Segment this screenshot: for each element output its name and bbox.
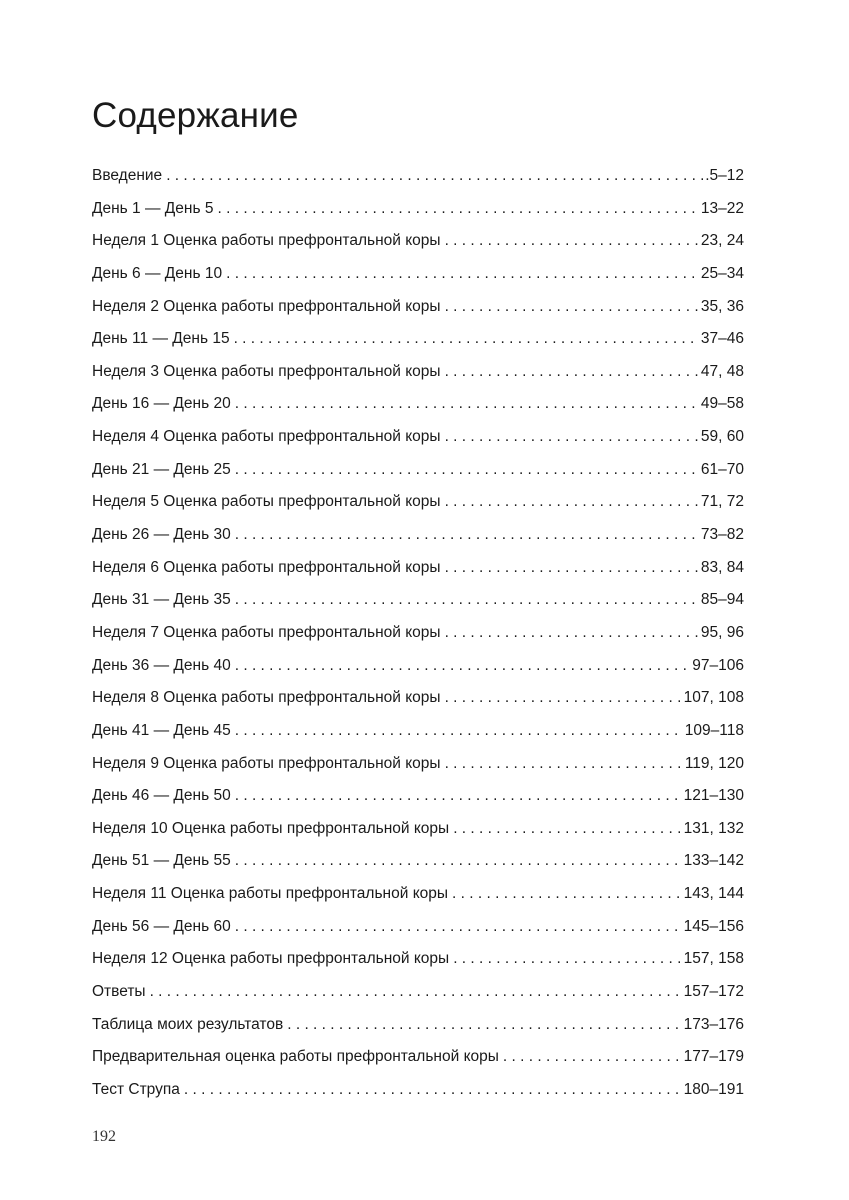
toc-entry-pages: 37–46 bbox=[700, 330, 744, 348]
toc-entry bbox=[92, 911, 744, 944]
toc-entry-label: Таблица моих результатов bbox=[92, 1015, 284, 1033]
toc-entry bbox=[92, 682, 744, 715]
toc-entry bbox=[92, 976, 744, 1009]
toc-entry-label: Неделя 12 Оценка работы префронтальной коры bbox=[92, 950, 450, 968]
dot-leader bbox=[235, 911, 682, 944]
dot-leader bbox=[445, 486, 699, 519]
toc-entry-label: День 26 — День 30 bbox=[92, 526, 231, 544]
toc-entry bbox=[92, 160, 744, 193]
toc-entry-pages: .5–12 bbox=[705, 167, 744, 184]
dot-leader bbox=[226, 258, 699, 291]
toc-entry-pages: 109–118 bbox=[684, 721, 744, 739]
dot-leader bbox=[235, 650, 691, 683]
toc-entry bbox=[92, 1009, 744, 1042]
toc-entry-pages: 157–172 bbox=[683, 983, 744, 1001]
dot-leader bbox=[235, 388, 699, 421]
toc-entry-pages: 97–106 bbox=[692, 656, 744, 674]
toc-entry bbox=[92, 454, 744, 487]
toc-entry-label: Введение bbox=[92, 167, 163, 184]
toc-entry-label: Неделя 2 Оценка работы префронтальной коры bbox=[92, 297, 441, 315]
toc-entry-pages: 47, 48 bbox=[700, 362, 744, 380]
dot-leader bbox=[287, 1009, 681, 1042]
toc-entry-pages: 157, 158 bbox=[683, 950, 744, 968]
toc-entry bbox=[92, 1041, 744, 1074]
toc-entry bbox=[92, 519, 744, 552]
page-number: 192 bbox=[92, 1128, 116, 1145]
dot-leader bbox=[234, 323, 699, 356]
toc-entry-pages: 133–142 bbox=[683, 852, 744, 870]
toc-entry-label: День 51 — День 55 bbox=[92, 852, 231, 870]
toc-entry bbox=[92, 780, 744, 813]
toc-entry-pages: 95, 96 bbox=[700, 623, 744, 641]
toc-entry bbox=[92, 323, 744, 356]
toc-entry-pages: 49–58 bbox=[700, 395, 744, 413]
toc-entry bbox=[92, 552, 744, 585]
toc-entry-label: День 56 — День 60 bbox=[92, 917, 231, 935]
toc-entry-pages: 180–191 bbox=[683, 1080, 744, 1098]
toc-entry-pages: 143, 144 bbox=[683, 885, 744, 903]
toc-entry-label: День 36 — День 40 bbox=[92, 656, 231, 674]
toc-entry-pages: 121–130 bbox=[683, 787, 744, 805]
toc-entry-pages: 35, 36 bbox=[700, 297, 744, 315]
toc-entry-label: День 6 — День 10 bbox=[92, 264, 223, 282]
toc-entry-pages: 131, 132 bbox=[683, 819, 744, 837]
toc-entry-label: День 21 — День 25 bbox=[92, 460, 231, 478]
toc-entry-label: Неделя 5 Оценка работы префронтальной коры bbox=[92, 493, 441, 511]
dot-leader bbox=[445, 421, 699, 454]
table-of-contents bbox=[92, 160, 744, 1107]
toc-entry-label: Неделя 3 Оценка работы префронтальной коры bbox=[92, 362, 441, 380]
dot-leader bbox=[445, 748, 683, 781]
toc-entry-label: Предварительная оценка работы префронтальной коры bbox=[92, 1048, 499, 1066]
toc-entry bbox=[92, 225, 744, 258]
toc-entry-pages: 173–176 bbox=[683, 1015, 744, 1033]
toc-entry-label: День 11 — День 15 bbox=[92, 330, 230, 348]
dot-leader bbox=[235, 519, 699, 552]
toc-entry bbox=[92, 356, 744, 389]
toc-entry bbox=[92, 388, 744, 421]
toc-entry bbox=[92, 617, 744, 650]
toc-entry-label: Неделя 1 Оценка работы префронтальной коры bbox=[92, 232, 441, 250]
dot-leader bbox=[166, 160, 703, 193]
toc-entry-label: День 41 — День 45 bbox=[92, 721, 231, 739]
toc-entry bbox=[92, 486, 744, 519]
toc-entry bbox=[92, 813, 744, 846]
dot-leader bbox=[235, 584, 699, 617]
toc-entry bbox=[92, 943, 744, 976]
toc-entry-pages: 73–82 bbox=[700, 526, 744, 544]
dot-leader bbox=[503, 1041, 682, 1074]
toc-entry-label: День 1 — День 5 bbox=[92, 199, 214, 217]
toc-entry bbox=[92, 845, 744, 878]
toc-entry-label: Ответы bbox=[92, 983, 146, 1001]
toc-entry-label: Неделя 8 Оценка работы префронтальной коры bbox=[92, 689, 441, 707]
toc-entry-pages: 25–34 bbox=[700, 264, 744, 282]
toc-entry-label: Неделя 6 Оценка работы префронтальной коры bbox=[92, 558, 441, 576]
toc-entry-label: Неделя 9 Оценка работы префронтальной коры bbox=[92, 754, 441, 772]
toc-entry-pages: 61–70 bbox=[700, 460, 744, 478]
toc-entry-pages: 145–156 bbox=[683, 917, 744, 935]
toc-entry-label: Тест Струпа bbox=[92, 1080, 180, 1098]
toc-entry-pages: 59, 60 bbox=[700, 428, 744, 446]
dot-leader bbox=[235, 780, 682, 813]
toc-entry bbox=[92, 258, 744, 291]
toc-entry bbox=[92, 715, 744, 748]
dot-leader bbox=[235, 715, 683, 748]
toc-entry-label: День 16 — День 20 bbox=[92, 395, 231, 413]
toc-entry-label: День 46 — День 50 bbox=[92, 787, 231, 805]
toc-entry-pages: 71, 72 bbox=[700, 493, 744, 511]
dot-leader bbox=[445, 682, 682, 715]
dot-leader bbox=[445, 617, 699, 650]
toc-entry-pages: 13–22 bbox=[700, 199, 744, 217]
toc-entry bbox=[92, 584, 744, 617]
dot-leader bbox=[453, 813, 681, 846]
toc-entry-pages: 119, 120 bbox=[684, 754, 744, 772]
page-title: Содержание bbox=[92, 96, 299, 135]
toc-entry bbox=[92, 650, 744, 683]
dot-leader bbox=[452, 878, 682, 911]
toc-entry-pages: 23, 24 bbox=[700, 232, 744, 250]
toc-entry bbox=[92, 748, 744, 781]
dot-leader bbox=[453, 943, 681, 976]
toc-entry-pages: 107, 108 bbox=[683, 689, 744, 707]
toc-entry-pages: 85–94 bbox=[700, 591, 744, 609]
dot-leader bbox=[150, 976, 682, 1009]
toc-entry-label: Неделя 4 Оценка работы префронтальной коры bbox=[92, 428, 441, 446]
toc-entry-label: Неделя 7 Оценка работы префронтальной коры bbox=[92, 623, 441, 641]
toc-entry bbox=[92, 291, 744, 324]
toc-entry-label: День 31 — День 35 bbox=[92, 591, 231, 609]
dot-leader bbox=[445, 552, 699, 585]
toc-entry bbox=[92, 193, 744, 226]
toc-entry-label: Неделя 11 Оценка работы префронтальной коры bbox=[92, 885, 449, 903]
dot-leader bbox=[445, 356, 699, 389]
toc-entry bbox=[92, 878, 744, 911]
toc-entry bbox=[92, 1074, 744, 1107]
dot-leader bbox=[445, 225, 699, 258]
toc-entry-pages: 177–179 bbox=[683, 1048, 744, 1066]
dot-leader bbox=[235, 845, 682, 878]
toc-entry-label: Неделя 10 Оценка работы префронтальной коры bbox=[92, 819, 450, 837]
dot-leader bbox=[184, 1074, 682, 1107]
toc-entry-pages: 83, 84 bbox=[700, 558, 744, 576]
toc-entry bbox=[92, 421, 744, 454]
dot-leader bbox=[235, 454, 699, 487]
dot-leader bbox=[445, 291, 699, 324]
dot-leader bbox=[217, 193, 698, 226]
